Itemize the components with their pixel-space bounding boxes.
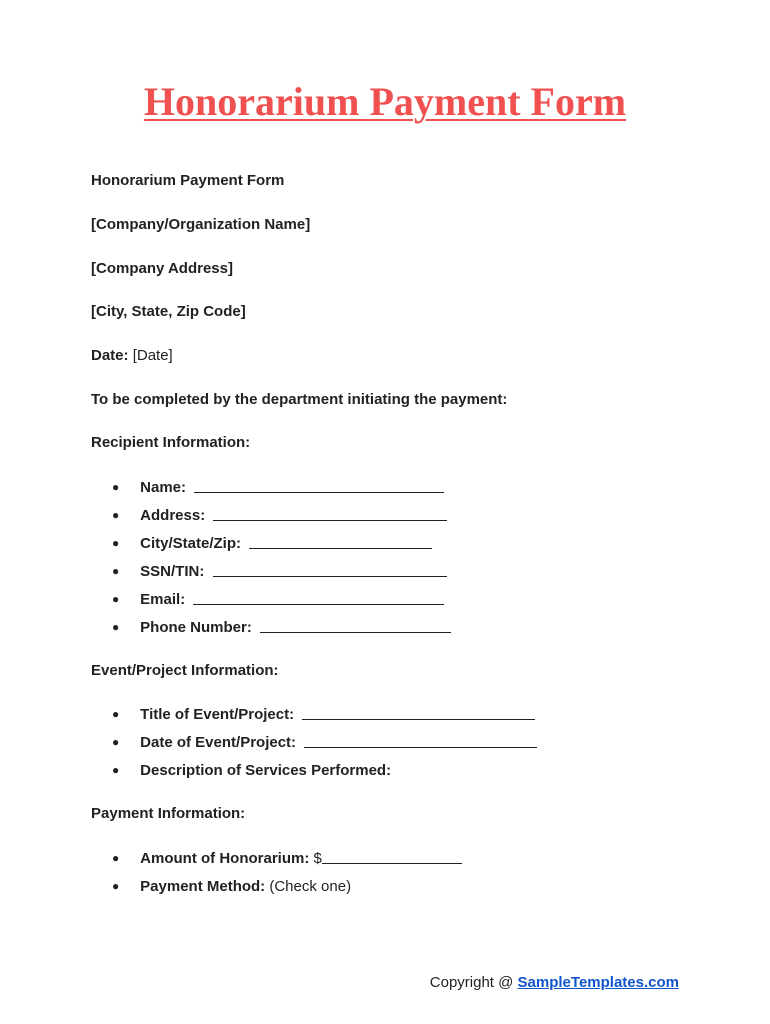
list-item: [112, 534, 432, 553]
list-item: [112, 849, 462, 868]
email-blank-field[interactable]: [193, 591, 444, 605]
bullet-icon: ●: [112, 592, 120, 606]
bullet-icon: ●: [112, 508, 120, 522]
bullet-icon: ●: [112, 851, 120, 865]
field-label: Name:: [140, 479, 187, 496]
address-blank-field[interactable]: [213, 507, 447, 521]
bullet-icon: ●: [112, 707, 120, 721]
field-label: Address:: [140, 507, 206, 524]
field-label: City/State/Zip:: [140, 535, 242, 552]
footer: [430, 974, 679, 992]
list-item: [112, 506, 447, 525]
list-item: [112, 733, 537, 752]
field-label: Amount of Honorarium:: [140, 850, 310, 867]
field-label: Payment Method:: [140, 878, 266, 895]
field-label: Description of Services Performed:: [140, 762, 392, 779]
bullet-icon: ●: [112, 536, 120, 550]
field-label: Date of Event/Project:: [140, 734, 297, 751]
amount-blank-field[interactable]: [322, 850, 462, 864]
company-address: [Company Address]: [91, 260, 233, 277]
date-label: Date:: [91, 347, 129, 364]
event-date-blank-field[interactable]: [304, 734, 537, 748]
event-title-blank-field[interactable]: [302, 706, 535, 720]
bullet-icon: ●: [112, 620, 120, 634]
event-heading: Event/Project Information:: [91, 662, 279, 679]
sampletemplates-link[interactable]: SampleTemplates.com: [517, 974, 679, 991]
city-state-zip: [City, State, Zip Code]: [91, 303, 246, 320]
bullet-icon: ●: [112, 879, 120, 893]
list-item: [112, 562, 447, 581]
ssn-tin-blank-field[interactable]: [213, 563, 447, 577]
page-title: Honorarium Payment Form: [143, 79, 627, 124]
payment-heading: Payment Information:: [91, 805, 246, 822]
bullet-icon: ●: [112, 763, 120, 777]
company-name: [Company/Organization Name]: [91, 216, 311, 233]
field-label: Email:: [140, 591, 186, 608]
date-value: [Date]: [132, 347, 173, 364]
list-item: [112, 877, 351, 896]
list-item: [112, 705, 535, 724]
list-item: [112, 618, 451, 637]
recipient-heading: Recipient Information:: [91, 434, 251, 451]
name-blank-field[interactable]: [194, 479, 444, 493]
instruction-text: To be completed by the department initiating the payment:: [91, 391, 508, 408]
field-label: SSN/TIN:: [140, 563, 205, 580]
bullet-icon: ●: [112, 735, 120, 749]
city-state-zip-blank-field[interactable]: [249, 535, 432, 549]
bullet-icon: ●: [112, 564, 120, 578]
field-label: Phone Number:: [140, 619, 252, 636]
form-name: Honorarium Payment Form: [91, 172, 285, 189]
phone-blank-field[interactable]: [260, 619, 451, 633]
list-item: [112, 478, 444, 497]
copyright-text: Copyright @: [429, 974, 514, 991]
bullet-icon: ●: [112, 480, 120, 494]
date-line: [91, 347, 173, 365]
list-item: [112, 590, 444, 609]
currency-prefix: $: [313, 850, 322, 867]
list-item: [112, 761, 391, 780]
field-label: Title of Event/Project:: [140, 706, 295, 723]
method-note: (Check one): [269, 878, 352, 895]
